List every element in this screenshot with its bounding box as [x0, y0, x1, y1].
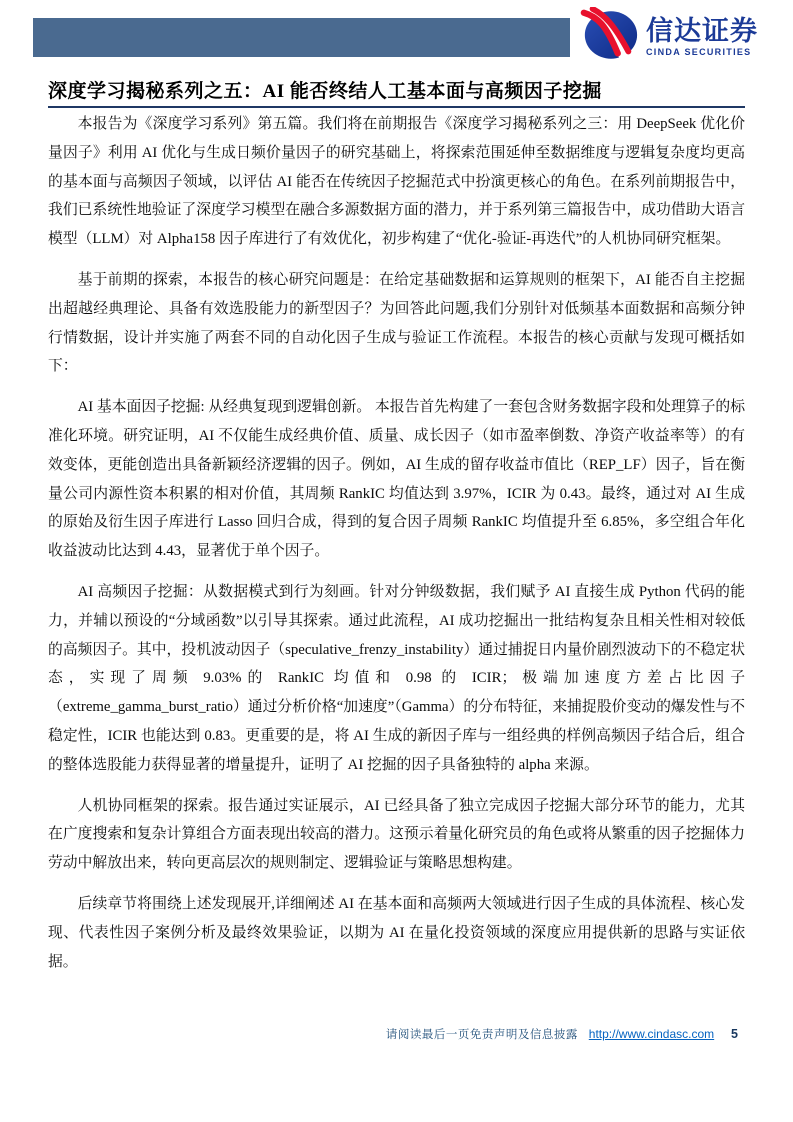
body-paragraph: 后续章节将围绕上述发现展开,详细阐述 AI 在基本面和高频两大领域进行因子生成的具体流程、核心发现、代表性因子案例分析及最终效果验证，以期为 AI 在量化投资领域的深度应用提供新的思路与实证依据。	[48, 895, 745, 970]
footer-disclaimer: 请阅读最后一页免责声明及信息披露	[385, 1029, 578, 1041]
brand-name-en: CINDA SECURITIES	[646, 47, 752, 57]
body-paragraph: 人机协同框架的探索。报告通过实证展示，AI 已经具备了独立完成因子挖掘大部分环节的能力，尤其在广度搜索和复杂计算组合方面表现出较高的潜力。这预示着量化研究员的角色或将从繁重的因子挖掘体力劳动中解放出来，转向更高层次的规则制定、逻辑验证与策略思想构建。	[48, 797, 745, 872]
page-number: 5	[731, 1027, 738, 1041]
cinda-globe-icon	[580, 7, 640, 68]
body-paragraph: AI 高频因子挖掘：从数据模式到行为刻画。针对分钟级数据，我们赋予 AI 直接生成 Python 代码的能力，并辅以预设的“分域函数”以引导其探索。通过此流程，AI 成功挖掘出一批结构复杂且相关性相对较低的高频因子。其中，投机波动因子（speculative_frenzy_instability）通过捕捉日内量价剧烈波动下的不稳定状态，实现了周频 9.03%的 RankIC 均值和 0.98 的 ICIR；极端加速度方差占比因子（extreme_gamma_burst_ratio）通过分析价格“加速度”（Gamma）的分布特征，来捕捉股价变动的爆发性与不稳定性，ICIR 也能达到 0.83。更重要的是，将 AI 生成的新因子库与一组经典的样例高频因子结合后，组合的整体选股能力获得显著的增量提升，证明了 AI 挖掘的因子具备独特的 alpha 来源。	[48, 583, 745, 773]
title-divider	[48, 106, 745, 108]
report-body	[48, 110, 745, 988]
body-paragraph: 本报告为《深度学习系列》第五篇。我们将在前期报告《深度学习揭秘系列之三：用 DeepSeek 优化价量因子》利用 AI 优化与生成日频价量因子的研究基础上，将探索范围延伸至数据维度与逻辑复杂度均更高的基本面与高频因子领域，以评估 AI 能否在传统因子挖掘范式中扮演更核心的角色。在系列前期报告中，我们已系统性地验证了深度学习模型在融合多源数据方面的潜力，并于系列第三篇报告中，成功借助大语言模型（LLM）对 Alpha158 因子库进行了有效优化，初步构建了“优化-验证-再迭代”的人机协同研究框架。	[48, 116, 745, 248]
body-paragraph: AI 基本面因子挖掘: 从经典复现到逻辑创新。 本报告首先构建了一套包含财务数据字段和处理算子的标准化环境。研究证明，AI 不仅能生成经典价值、质量、成长因子（如市盈率倒数、净资产收益率等）的有效变体，更能创造出具备新颖经济逻辑的因子。例如，AI 生成的留存收益市值比（REP_LF）因子，旨在衡量公司内源性资本积累的相对价值，其周频 RankIC 均值达到 3.97%，ICIR 为 0.43。最终，通过对 AI 生成的原始及衍生因子库进行 Lasso 回归合成，得到的复合因子周频 RankIC 均值提升至 6.85%，多空组合年化收益波动比达到 4.43，显著优于单个因子。	[48, 399, 745, 560]
footer-website-link[interactable]: http://www.cindasc.com	[588, 1027, 715, 1041]
brand-name-cn: 信达证券	[646, 16, 758, 46]
page-title: 深度学习揭秘系列之五：AI 能否终结人工基本面与高频因子挖掘	[48, 81, 602, 102]
page-footer	[48, 1026, 738, 1042]
company-logo	[580, 8, 760, 66]
body-paragraph: 基于前期的探索，本报告的核心研究问题是：在给定基础数据和运算规则的框架下，AI 能否自主挖掘出超越经典理论、具备有效选股能力的新型因子？为回答此问题,我们分别针对低频基本面数据和高频分钟行情数据，设计并实施了两套不同的自动化因子生成与验证工作流程。本报告的核心贡献与发现可概括如下：	[48, 271, 745, 375]
header-bar	[33, 18, 570, 57]
